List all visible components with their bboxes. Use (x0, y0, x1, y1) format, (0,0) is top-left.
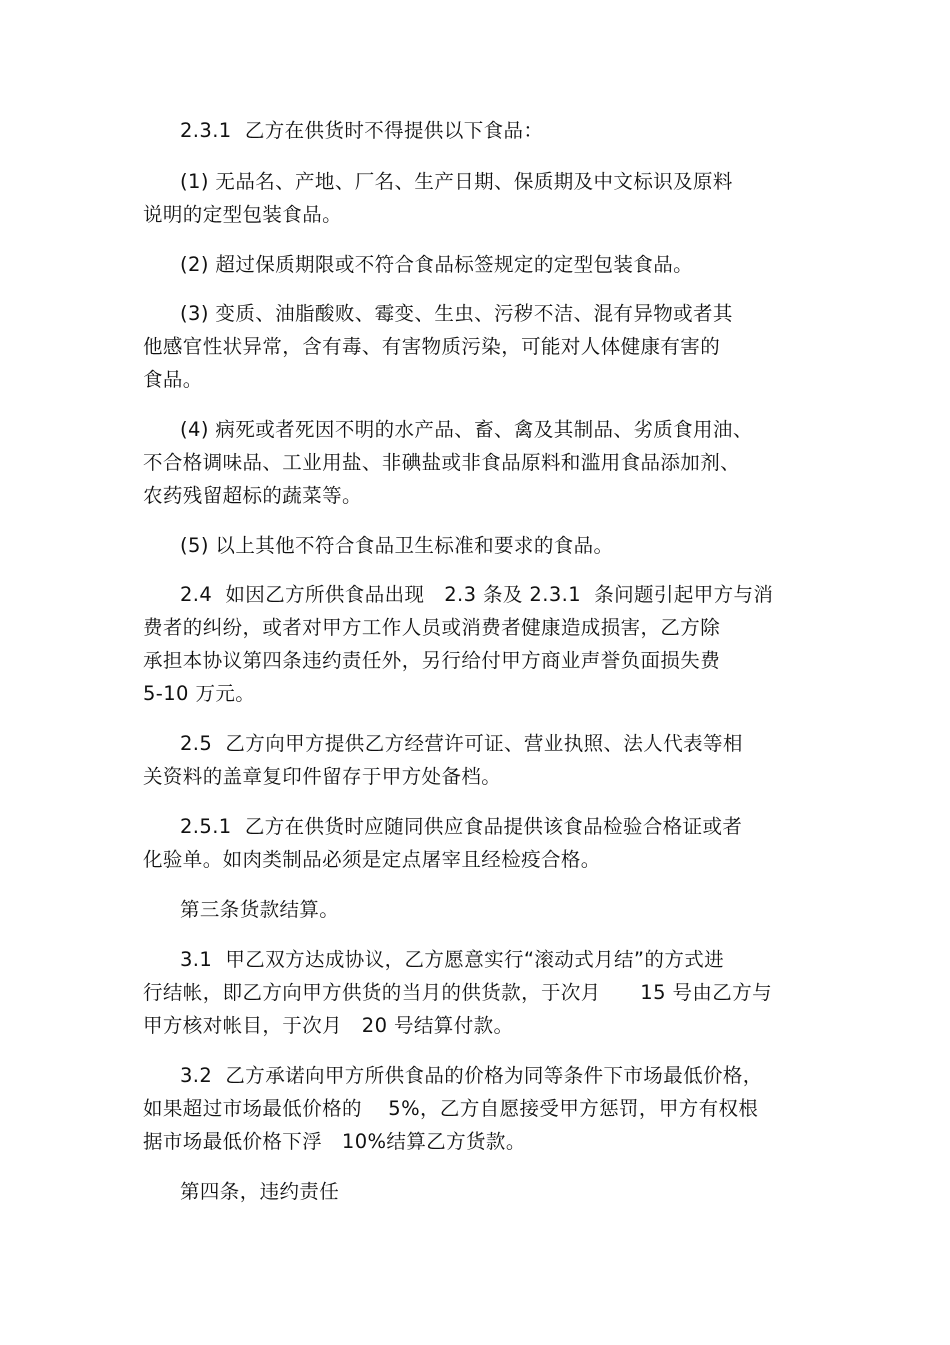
paragraph-2-4-line-3: 承担本协议第四条违约责任外，另行给付甲方商业声誉负面损失费 (143, 649, 721, 672)
item-3-line-3: 食品。 (143, 368, 203, 391)
paragraph-3-1-line-1: 3.1 甲乙双方达成协议，乙方愿意实行“滚动式月结”的方式进 (180, 948, 725, 971)
paragraph-3-1-line-3: 甲方核对帐目，于次月 20 号结算付款。 (143, 1014, 514, 1037)
paragraph-2-3-1-line-1: 2.3.1 乙方在供货时不得提供以下食品： (180, 119, 544, 142)
paragraph-2-5-1-line-2: 化验单。如肉类制品必须是定点屠宰且经检疫合格。 (143, 848, 601, 871)
item-4-line-1: (4) 病死或者死因不明的水产品、畜、禽及其制品、劣质食用油、 (180, 418, 753, 441)
paragraph-3-1-line-2: 行结帐，即乙方向甲方供货的当月的供货款，于次月 15 号由乙方与 (143, 981, 773, 1004)
item-5-line-1: (5) 以上其他不符合食品卫生标准和要求的食品。 (180, 534, 614, 557)
article-4-heading: 第四条，违约责任 (180, 1180, 340, 1203)
paragraph-3-2-line-1: 3.2 乙方承诺向甲方所供食品的价格为同等条件下市场最低价格， (180, 1064, 763, 1087)
article-3-heading: 第三条货款结算。 (180, 898, 340, 921)
paragraph-3-2-line-2: 如果超过市场最低价格的 5%，乙方自愿接受甲方惩罚，甲方有权根 (143, 1097, 759, 1120)
item-1-line-2: 说明的定型包装食品。 (143, 203, 343, 226)
item-3-line-1: (3) 变质、油脂酸败、霉变、生虫、污秽不洁、混有异物或者其 (180, 302, 733, 325)
paragraph-2-5-line-2: 关资料的盖章复印件留存于甲方处备档。 (143, 765, 502, 788)
paragraph-2-4-line-4: 5-10 万元。 (143, 682, 256, 705)
paragraph-2-5-line-1: 2.5 乙方向甲方提供乙方经营许可证、营业执照、法人代表等相 (180, 732, 743, 755)
paragraph-2-5-1-line-1: 2.5.1 乙方在供货时应随同供应食品提供该食品检验合格证或者 (180, 815, 743, 838)
paragraph-2-4-line-1: 2.4 如因乙方所供食品出现 2.3 条及 2.3.1 条问题引起甲方与消 (180, 583, 774, 606)
item-4-line-3: 农药残留超标的蔬菜等。 (143, 484, 362, 507)
item-2-line-1: (2) 超过保质期限或不符合食品标签规定的定型包装食品。 (180, 253, 694, 276)
paragraph-3-2-line-3: 据市场最低价格下浮 10%结算乙方货款。 (143, 1130, 526, 1153)
item-3-line-2: 他感官性状异常，含有毒、有害物质污染，可能对人体健康有害的 (143, 335, 721, 358)
item-1-line-1: (1) 无品名、产地、厂名、生产日期、保质期及中文标识及原料 (180, 170, 733, 193)
item-4-line-2: 不合格调味品、工业用盐、非碘盐或非食品原料和滥用食品添加剂、 (143, 451, 741, 474)
paragraph-2-4-line-2: 费者的纠纷，或者对甲方工作人员或消费者健康造成损害，乙方除 (143, 616, 721, 639)
